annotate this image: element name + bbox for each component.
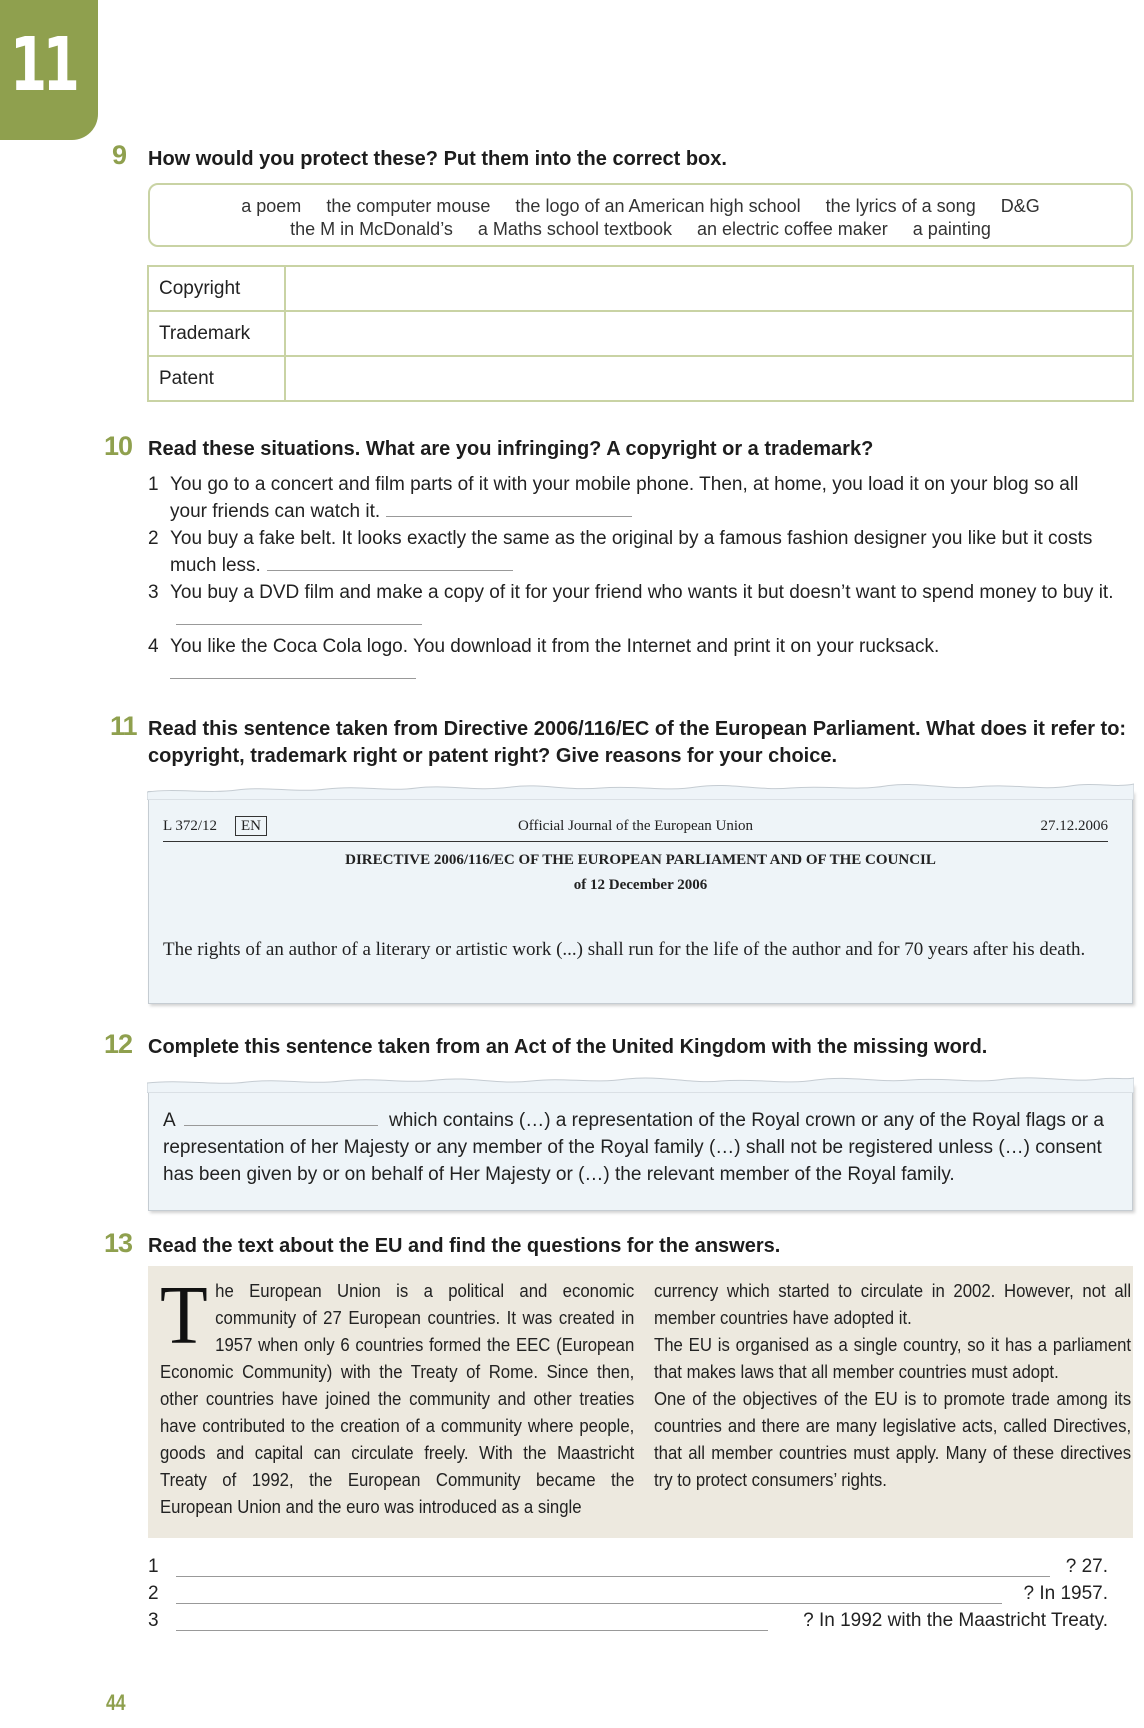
journal-reference: L 372/12 — [163, 818, 218, 834]
word-item: D&G — [1000, 196, 1040, 216]
journal-header — [163, 816, 1108, 842]
table-row — [148, 311, 1133, 356]
item-text: You like the Coca Cola logo. You download it from the Internet and print it on your rucksack. — [170, 636, 940, 657]
answer-row-2 — [148, 1583, 1108, 1609]
category-table — [147, 265, 1134, 402]
answer-number: 2 — [148, 1583, 159, 1604]
exercise-10-number: 10 — [104, 431, 133, 461]
word-item: the lyrics of a song — [825, 196, 976, 216]
exercise-12-number: 12 — [104, 1029, 133, 1059]
word-item: the computer mouse — [326, 196, 491, 216]
act-excerpt — [148, 1084, 1133, 1211]
answer-blank[interactable] — [176, 607, 422, 625]
eu-text-col1: he European Union is a political and economic community of 27 European countries. It was created in 1957 when only 6 countries formed the EEC (European Economic Community) with the Treaty of Rome. Since then, other countries have joined the community and other treaties have contributed to the creation of a community where people, goods and capital can circulate freely. With the Maastricht Treaty of 1992, the European Community became the European Union and the euro was introduced as a single — [160, 1281, 635, 1517]
word-item: the M in McDonald’s — [290, 219, 453, 239]
exercise-11-question: Read this sentence taken from Directive 2006/116/EC of the European Parliament. What does it refer to: copyright, trademark right or patent right? Give reasons for your choice. — [148, 718, 1127, 767]
eu-text-column-2 — [654, 1278, 1131, 1494]
page-number: 44 — [106, 1690, 126, 1715]
item-text: You buy a fake belt. It looks exactly the same as the original by a famous fashion designer you like but it costs much less. — [170, 528, 1093, 576]
act-text — [163, 1107, 1123, 1188]
drop-cap: T — [160, 1269, 208, 1362]
table-row — [148, 266, 1133, 311]
category-trademark-answer[interactable] — [285, 311, 1133, 356]
torn-edge — [147, 1071, 1134, 1093]
item-text: You buy a DVD film and make a copy of it for your friend who wants it but doesn’t want to spend money to buy it. — [170, 582, 1114, 603]
exercise-11-number: 11 — [110, 711, 137, 741]
directive-text: The rights of an author of a literary or artistic work (...) shall run for the life of the author and for 70 years after his death. — [163, 939, 1086, 960]
eu-paragraph: The EU is organised as a single country, so it has a parliament that makes laws that all member countries must adopt. — [654, 1335, 1132, 1382]
answer-text: ? 27. — [1065, 1556, 1108, 1577]
item-number: 2 — [148, 528, 159, 549]
unit-number: 11 — [10, 22, 76, 108]
exercise-12-question: Complete this sentence taken from an Act of the United Kingdom with the missing word. — [148, 1036, 988, 1058]
item-number: 1 — [148, 474, 159, 495]
answer-number: 1 — [148, 1556, 159, 1577]
answer-text: ? In 1957. — [1023, 1583, 1108, 1604]
question-blank[interactable] — [176, 1630, 768, 1631]
word-item: a poem — [241, 196, 302, 216]
exercise-9-number: 9 — [112, 140, 127, 170]
category-patent-label: Patent — [148, 356, 285, 401]
exercise-10-question: Read these situations. What are you infringing? A copyright or a trademark? — [148, 438, 874, 460]
category-patent-answer[interactable] — [285, 356, 1133, 401]
word-line-1 — [150, 195, 1131, 218]
unit-tab — [0, 0, 98, 140]
category-copyright-label: Copyright — [148, 266, 285, 311]
word-line-2 — [150, 218, 1131, 241]
question-blank[interactable] — [176, 1603, 1002, 1604]
eu-text-box — [148, 1266, 1133, 1538]
word-box — [148, 183, 1133, 247]
word-item: a Maths school textbook — [477, 219, 672, 239]
category-trademark-label: Trademark — [148, 311, 285, 356]
answer-blank[interactable] — [386, 499, 632, 517]
eu-text-column-1 — [160, 1269, 635, 1521]
directive-title: DIRECTIVE 2006/116/EC OF THE EUROPEAN PARLIAMENT AND OF THE COUNCIL — [345, 852, 936, 868]
journal-date: 27.12.2006 — [1040, 818, 1108, 834]
directive-date: of 12 December 2006 — [573, 877, 708, 893]
eu-paragraph: One of the objectives of the EU is to promote trade among its countries and there are many legislative acts, called Directives, that all member countries must apply. Many of these directives try to protect consumers’ rights. — [654, 1389, 1132, 1490]
journal-title: Official Journal of the European Union — [517, 818, 754, 834]
list-item — [148, 471, 1120, 525]
word-item: the logo of an American high school — [515, 196, 801, 216]
list-item — [148, 633, 1120, 687]
item-number: 4 — [148, 636, 159, 657]
word-item: a painting — [912, 219, 991, 239]
item-text: You go to a concert and film parts of it with your mobile phone. Then, at home, you load it on your blog so all your friends can watch it. — [170, 474, 1079, 522]
answer-blank[interactable] — [267, 553, 513, 571]
act-text-rest: which contains (…) a representation of the Royal crown or any of the Royal flags or a representation of her Majesty or any member of the Royal family (…) shall not be registered unless (…) consent has been given by or on behalf of Her Majesty or (…) the relevant member of the Royal family. — [163, 1110, 1104, 1185]
missing-word-blank[interactable] — [184, 1108, 378, 1126]
exercise-13-number: 13 — [104, 1228, 133, 1258]
journal-excerpt — [148, 791, 1133, 1004]
answer-row-3 — [148, 1610, 1108, 1636]
act-text-start: A — [163, 1110, 176, 1131]
answer-blank[interactable] — [170, 661, 416, 679]
list-item — [148, 525, 1120, 579]
item-number: 3 — [148, 582, 159, 603]
eu-paragraph: currency which started to circulate in 2002. However, not all member countries have adopted it. — [654, 1281, 1132, 1328]
category-copyright-answer[interactable] — [285, 266, 1133, 311]
answer-number: 3 — [148, 1610, 159, 1631]
situations-list — [148, 471, 1120, 687]
answer-text: ? In 1992 with the Maastricht Treaty. — [803, 1610, 1108, 1631]
answer-row-1 — [148, 1556, 1108, 1582]
list-item — [148, 579, 1120, 633]
exercise-13-question: Read the text about the EU and find the questions for the answers. — [148, 1235, 781, 1257]
exercise-9-question: How would you protect these? Put them into the correct box. — [148, 148, 727, 170]
table-row — [148, 356, 1133, 401]
question-blank[interactable] — [176, 1576, 1050, 1577]
word-item: an electric coffee maker — [697, 219, 888, 239]
torn-edge — [147, 778, 1134, 800]
journal-language: EN — [235, 816, 267, 836]
